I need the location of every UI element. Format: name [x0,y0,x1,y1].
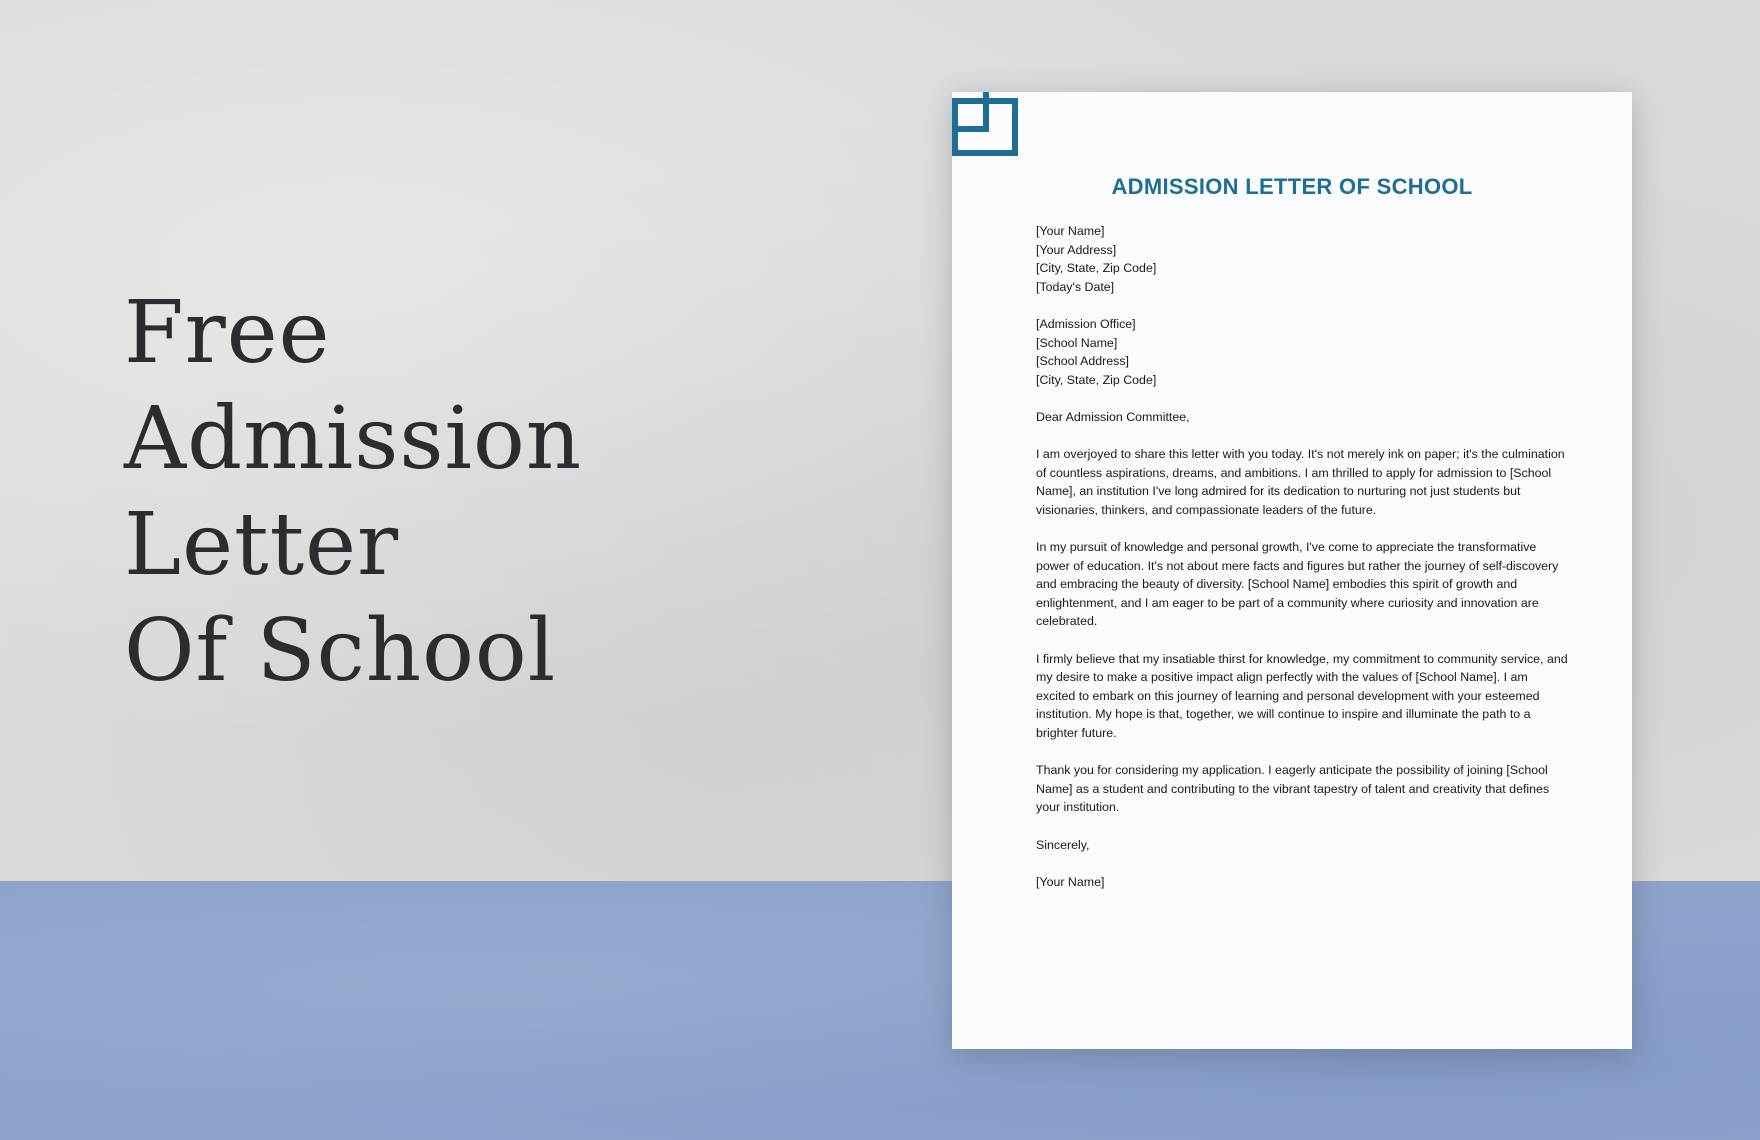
sender-address: [Your Address] [1036,242,1117,257]
spacer [1036,296,1570,315]
spacer [1036,854,1570,873]
spacer [1036,427,1570,446]
recipient-office: [Admission Office] [1036,316,1136,331]
letter-body [1036,222,1570,891]
body-paragraph: I am overjoyed to share this letter with you today. It's not merely ink on paper; it's the culmination of countless aspirations, dreams, and ambitions. I am thrilled to apply for admission to [School Name], an institution I've long admired for its dedication to nurturing not just students but visionaries, thinkers, and compassionate leaders of the future. [1036,447,1565,517]
sender-name: [Your Name] [1036,224,1105,238]
spacer [1036,631,1570,650]
sender-city: [City, State, Zip Code] [1036,261,1157,276]
hero-title-line: Free [124,283,331,383]
recipient-block [1036,315,1570,389]
spacer [1036,389,1570,408]
spacer [1036,743,1570,762]
letter-document [952,92,1632,1049]
hero-title-line: Of School [124,601,557,701]
hero-title [124,280,684,704]
signature: [Your Name] [1036,874,1105,889]
body-paragraph: I firmly believe that my insatiable thirst for knowledge, my commitment to community service, and my desire to make a positive impact align perfectly with the values of [School Name]. I am excited to embark on this journey of learning and personal development with your esteemed institution. My hope is that, together, we will continue to inspire and illuminate the path to a brighter future. [1036,651,1568,741]
recipient-address: [School Address] [1036,354,1129,369]
salutation: Dear Admission Committee, [1036,409,1190,424]
closing: Sincerely, [1036,837,1090,852]
sender-block [1036,222,1570,296]
square-bracket-logo-icon [952,92,1020,156]
body-paragraph: Thank you for considering my application. I eagerly anticipate the possibility of joining [School Name] as a student and contributing to the vibrant tapestry of talent and creativity that defines your institution. [1036,763,1550,815]
document-title: ADMISSION LETTER OF SCHOOL [1111,174,1473,199]
letter-date: [Today's Date] [1036,279,1115,294]
spacer [1036,520,1570,539]
recipient-city: [City, State, Zip Code] [1036,372,1157,387]
spacer [1036,817,1570,836]
recipient-school: [School Name] [1036,335,1118,350]
body-paragraph: In my pursuit of knowledge and personal growth, I've come to appreciate the transformative power of education. It's not about mere facts and figures but rather the journey of self-discovery and embracing the beauty of diversity. [School Name] embodies this spirit of growth and enlightenment, and I am eager to be part of a community where curiosity and innovation are celebrated. [1036,540,1559,629]
hero-title-line: Letter [124,495,400,595]
hero-title-line: Admission [124,389,583,489]
